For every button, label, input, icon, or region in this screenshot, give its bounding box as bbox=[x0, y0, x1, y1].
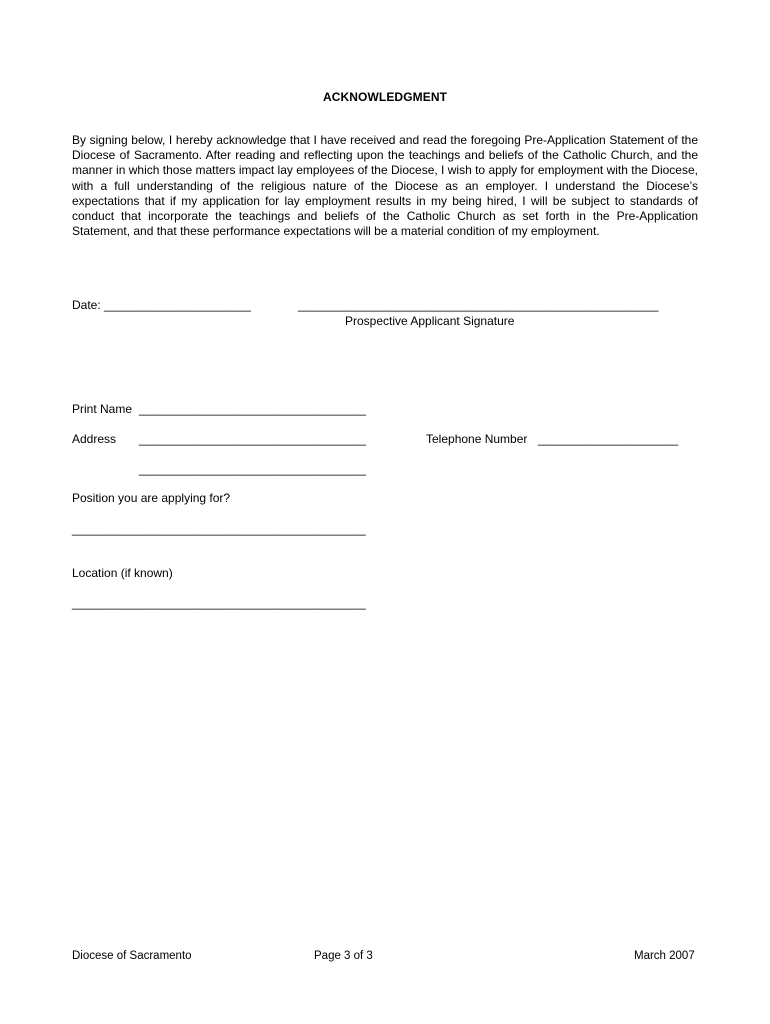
date-label: Date: bbox=[72, 298, 101, 312]
address-field-line-1[interactable]: __________________________________ bbox=[139, 432, 366, 446]
footer-date: March 2007 bbox=[634, 950, 695, 962]
location-field[interactable]: ____________________________________________ bbox=[72, 596, 366, 610]
document-title: ACKNOWLEDGMENT bbox=[322, 90, 448, 104]
footer-organization: Diocese of Sacramento bbox=[72, 950, 192, 962]
print-name-label: Print Name bbox=[72, 402, 133, 416]
footer-page-number: Page 3 of 3 bbox=[314, 950, 373, 962]
address-label: Address bbox=[72, 432, 117, 446]
date-field[interactable]: ______________________ bbox=[104, 298, 251, 312]
telephone-field[interactable]: _____________________ bbox=[538, 432, 679, 446]
location-label: Location (if known) bbox=[72, 566, 173, 580]
position-label: Position you are applying for? bbox=[72, 491, 231, 505]
position-field[interactable]: ____________________________________________ bbox=[72, 522, 366, 536]
address-field-line-2[interactable]: __________________________________ bbox=[139, 462, 366, 476]
signature-caption: Prospective Applicant Signature bbox=[345, 314, 515, 328]
acknowledgment-paragraph: By signing below, I hereby acknowledge that I have received and read the foregoing Pre-Application Statement of the Diocese of Sacramento. After reading and reflecting upon the teachings and beliefs of the Catholic Church, and the manner in which those matters impact lay employees of the Diocese, I wish to apply for employment with the Diocese, with a full understanding of the religious nature of the Diocese as an employer. I understand the Diocese’s expectations that if my application for lay employment results in my being hired, I will be subject to standards of conduct that incorporate the teachings and beliefs of the Catholic Church as set forth in the Pre-Application Statement, and that these performance expectations will be a material condition of my employment. bbox=[72, 133, 698, 239]
telephone-label: Telephone Number bbox=[426, 432, 528, 446]
print-name-field[interactable]: __________________________________ bbox=[139, 402, 366, 416]
signature-field[interactable]: ______________________________________________________ bbox=[298, 298, 659, 312]
